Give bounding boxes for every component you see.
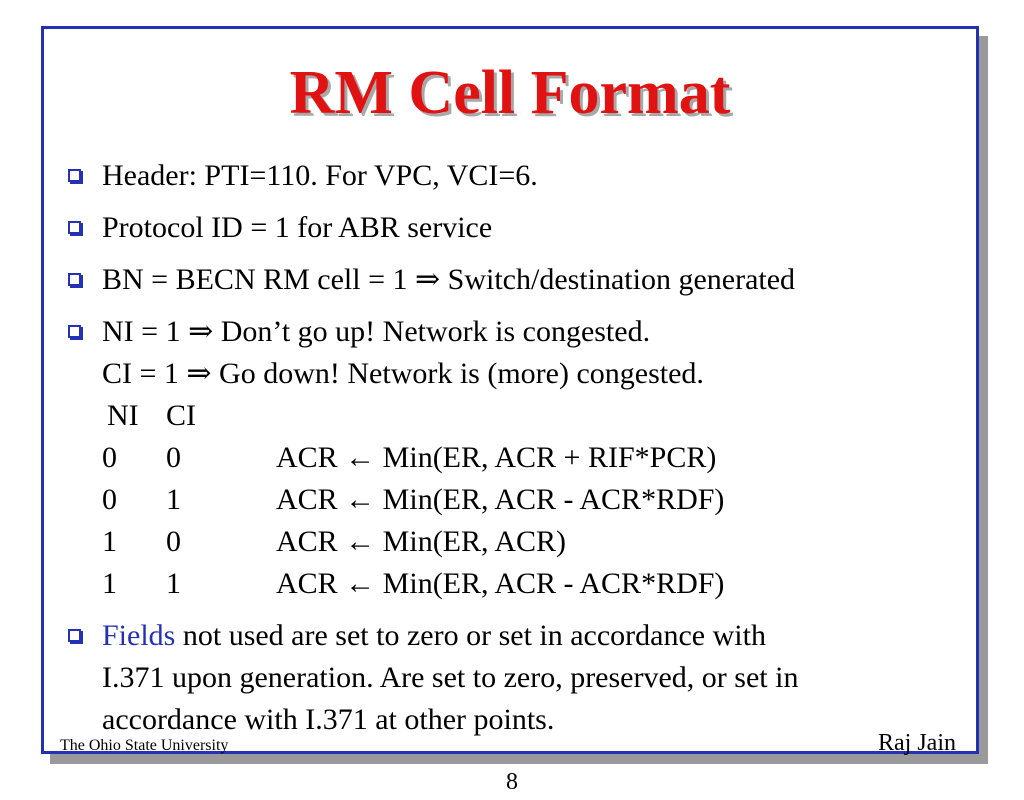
cell-ni: 0: [102, 483, 117, 516]
bullet-item: [62, 207, 962, 249]
cell-ci: 0: [166, 525, 181, 558]
bullet-item-fields: [62, 615, 962, 741]
bullet-text: Protocol ID = 1 for ABR service: [102, 211, 493, 244]
cell-rule: ACR ← Min(ER, ACR + RIF*PCR): [276, 441, 717, 474]
square-bullet-icon: [68, 325, 81, 338]
square-bullet-icon: [68, 273, 81, 286]
bullet-text: BN = BECN RM cell = 1 ⇒ Switch/destination generated: [102, 263, 796, 296]
header-ni: NI: [107, 399, 139, 432]
cell-ni: 0: [102, 441, 117, 474]
table-row: [102, 563, 962, 605]
slide: [41, 26, 979, 754]
page-number: 8: [506, 769, 518, 795]
table-row: [102, 479, 962, 521]
bullet-text-fields-line2: I.371 upon generation. Are set to zero, preserved, or set in: [102, 661, 799, 694]
slide-content: [62, 155, 962, 741]
ni-ci-table-header: [102, 395, 962, 437]
cell-ni: 1: [102, 525, 117, 558]
bullet-item-ni-ci: [62, 311, 962, 605]
cell-rule: ACR ← Min(ER, ACR): [276, 525, 567, 558]
bullet-text-ni: NI = 1 ⇒ Don’t go up! Network is congested.: [102, 315, 651, 348]
cell-ci: 0: [166, 441, 181, 474]
bullet-item: [62, 259, 962, 301]
slide-title: RM Cell Format: [289, 59, 731, 127]
square-bullet-icon: [68, 221, 81, 234]
footer-institution: The Ohio State University: [60, 737, 229, 754]
bullet-text-ci: CI = 1 ⇒ Go down! Network is (more) congested.: [102, 357, 704, 390]
fields-line1-rest: not used are set to zero or set in accordance with: [175, 619, 766, 652]
cell-rule: ACR ← Min(ER, ACR - ACR*RDF): [276, 567, 725, 600]
table-row: [102, 437, 962, 479]
bullet-text-fields-line1: [102, 615, 962, 657]
cell-ci: 1: [166, 483, 181, 516]
ni-ci-table: [102, 395, 962, 605]
bullet-item: [62, 155, 962, 197]
table-row: [102, 521, 962, 563]
square-bullet-icon: [68, 629, 81, 642]
footer-author: Raj Jain: [878, 730, 956, 756]
bullet-text: Header: PTI=110. For VPC, VCI=6.: [102, 159, 538, 192]
cell-rule: ACR ← Min(ER, ACR - ACR*RDF): [276, 483, 725, 516]
cell-ni: 1: [102, 567, 117, 600]
bullet-text-fields-line3: accordance with I.371 at other points.: [102, 703, 555, 736]
fields-link[interactable]: Fields: [102, 619, 176, 652]
cell-ci: 1: [166, 567, 181, 600]
square-bullet-icon: [68, 169, 81, 182]
header-ci: CI: [166, 399, 196, 432]
